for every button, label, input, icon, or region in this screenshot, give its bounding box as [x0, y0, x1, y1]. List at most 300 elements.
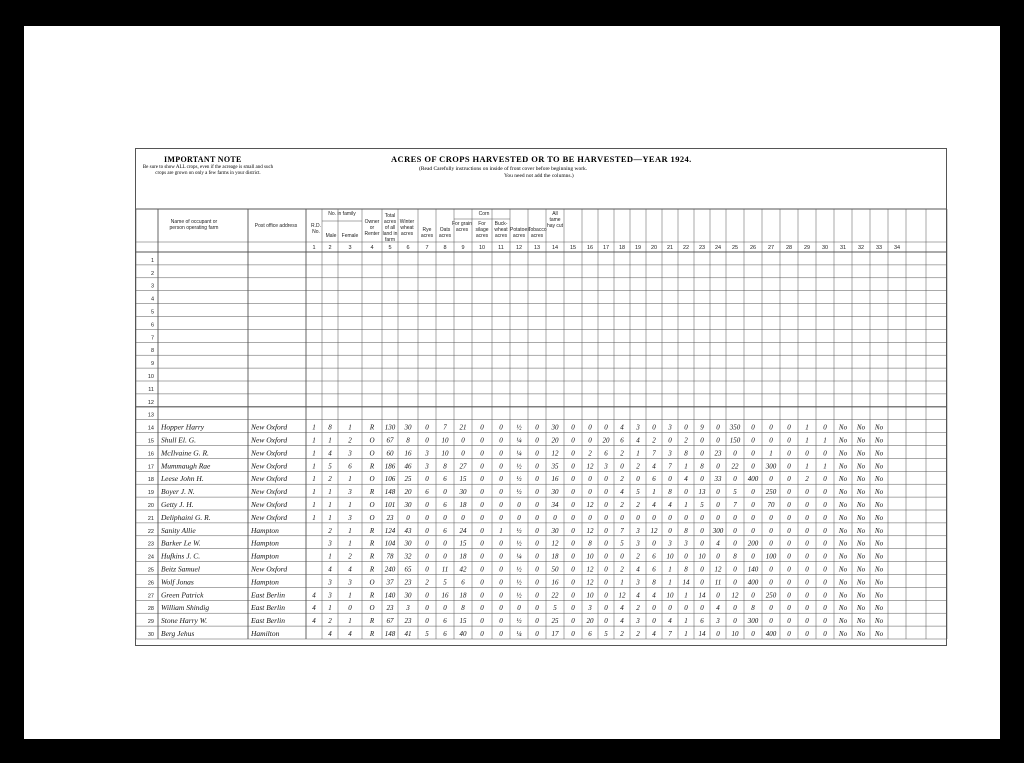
- cell-value: 3: [588, 604, 592, 613]
- cell-value: 0: [535, 513, 539, 522]
- cell-value: 8: [684, 565, 688, 574]
- postoffice-value: New Oxford: [251, 564, 288, 574]
- cell-value: 0: [733, 565, 737, 574]
- cell-value: 200: [747, 539, 759, 548]
- cell-value: 0: [425, 501, 429, 509]
- cell-value: 0: [636, 513, 640, 522]
- cell-value: 4: [328, 565, 332, 574]
- cell-value: 0: [716, 591, 720, 600]
- cell-value: 0: [684, 513, 688, 522]
- postoffice-value: New Oxford: [251, 500, 288, 509]
- column-number: 31: [839, 245, 847, 251]
- cell-value: 0: [461, 436, 465, 445]
- occupant-name: McIlvaine G. R.: [161, 448, 209, 458]
- postoffice-value: East Berlin: [251, 590, 285, 600]
- cell-value: 4: [652, 630, 656, 638]
- cell-value: 1: [348, 526, 352, 535]
- cell-value: ½: [516, 578, 522, 587]
- cell-value: 6: [652, 565, 656, 574]
- cell-value: 1: [328, 501, 332, 509]
- note-text: Be sure to show ALL crops, even if the acreage is small and such crops are grown on only a few farms in your district.: [142, 165, 274, 176]
- cell-value: 0: [751, 436, 755, 445]
- cell-value: 3: [668, 423, 672, 432]
- cell-value: 12: [731, 591, 739, 600]
- cell-value: 14: [682, 578, 690, 587]
- cell-value: 0: [733, 449, 737, 458]
- cell-value: 1: [499, 526, 503, 535]
- cell-value: 0: [652, 423, 656, 432]
- column-number: 30: [821, 245, 829, 251]
- cell-value: 2: [328, 475, 332, 484]
- postoffice-value: New Oxford: [251, 461, 288, 471]
- row-number: 3: [150, 283, 154, 290]
- cell-value: 1: [312, 475, 316, 484]
- cell-value: 0: [535, 488, 539, 497]
- cell-value: No: [856, 449, 866, 458]
- cell-value: 0: [425, 552, 429, 561]
- cell-value: 0: [700, 436, 704, 445]
- cell-value: 0: [604, 604, 608, 613]
- cell-value: 2: [348, 436, 352, 445]
- cell-value: 3: [716, 617, 720, 626]
- cell-value: 0: [499, 475, 503, 484]
- cell-value: 0: [805, 578, 809, 587]
- cell-value: 2: [620, 565, 624, 574]
- cell-value: No: [856, 630, 866, 638]
- cell-value: 1: [312, 449, 316, 458]
- cell-value: 0: [823, 617, 827, 626]
- cell-value: 12: [586, 501, 594, 509]
- cell-value: 18: [459, 501, 467, 509]
- cell-value: 1: [684, 591, 688, 600]
- cell-value: 2: [805, 475, 809, 484]
- cell-value: 20: [551, 436, 559, 445]
- cell-value: 8: [328, 423, 332, 432]
- row-number: 14: [147, 425, 154, 432]
- cell-value: 0: [787, 475, 791, 484]
- cell-value: No: [874, 423, 884, 432]
- cell-value: 4: [668, 501, 672, 509]
- cell-value: 4: [328, 630, 332, 638]
- cell-value: 400: [747, 475, 759, 484]
- cell-value: 0: [805, 565, 809, 574]
- cell-value: 6: [588, 630, 592, 638]
- cell-value: 34: [551, 501, 559, 509]
- cell-value: 0: [499, 539, 503, 548]
- cell-value: 5: [733, 488, 737, 497]
- cell-value: 6: [620, 436, 624, 445]
- cell-value: ½: [516, 565, 522, 574]
- cell-value: 0: [700, 578, 704, 587]
- cell-value: 22: [551, 591, 559, 600]
- cell-value: 148: [384, 630, 396, 638]
- postoffice-value: East Berlin: [251, 616, 285, 626]
- cell-value: 4: [652, 501, 656, 509]
- cell-value: 0: [571, 630, 575, 638]
- cell-value: 0: [535, 423, 539, 432]
- occupant-name: Mummaugh Rae: [161, 461, 211, 471]
- cell-value: 30: [404, 539, 412, 548]
- column-number: 15: [569, 245, 577, 251]
- cell-value: 0: [604, 501, 608, 509]
- cell-value: 0: [499, 488, 503, 497]
- cell-value: 0: [535, 436, 539, 445]
- cell-value: 0: [535, 591, 539, 600]
- cell-value: No: [874, 501, 884, 509]
- cell-value: No: [874, 513, 884, 522]
- cell-value: No: [838, 591, 848, 600]
- cell-value: 130: [384, 423, 396, 432]
- cell-value: 0: [480, 513, 484, 522]
- cell-value: 0: [535, 630, 539, 638]
- cell-value: 0: [684, 423, 688, 432]
- cell-value: 12: [618, 591, 626, 600]
- cell-value: 0: [652, 513, 656, 522]
- cell-value: 0: [787, 501, 791, 509]
- row-number: 4: [150, 296, 154, 303]
- cell-value: 8: [443, 462, 447, 471]
- cell-value: 0: [805, 501, 809, 509]
- cell-value: 1: [684, 630, 688, 638]
- cell-value: 0: [733, 604, 737, 613]
- cell-value: 0: [499, 630, 503, 638]
- column-number: 1: [312, 245, 316, 251]
- cell-value: 0: [443, 552, 447, 561]
- cell-value: 24: [459, 526, 467, 535]
- postoffice-value: Hampton: [251, 577, 279, 587]
- cell-value: R: [369, 630, 375, 638]
- cell-value: ½: [516, 591, 522, 600]
- cell-value: 1: [684, 617, 688, 626]
- cell-value: 0: [535, 449, 539, 458]
- cell-value: 1: [348, 539, 352, 548]
- cell-value: 1: [823, 462, 827, 471]
- cell-value: 30: [404, 501, 412, 509]
- cell-value: 21: [459, 423, 467, 432]
- cell-value: 0: [535, 604, 539, 613]
- cell-value: 15: [459, 475, 467, 484]
- cell-value: 0: [787, 617, 791, 626]
- cell-value: 65: [404, 565, 412, 574]
- cell-value: 0: [751, 488, 755, 497]
- cell-value: No: [838, 449, 848, 458]
- cell-value: No: [874, 604, 884, 613]
- cell-value: 30: [551, 488, 559, 497]
- cell-value: 0: [604, 565, 608, 574]
- row-number: 13: [147, 412, 154, 419]
- cell-value: O: [369, 449, 375, 458]
- cell-value: 0: [499, 591, 503, 600]
- cell-value: 18: [459, 591, 467, 600]
- cell-value: 0: [425, 526, 429, 535]
- cell-value: 6: [443, 475, 447, 484]
- cell-value: 15: [459, 539, 467, 548]
- cell-value: 0: [425, 539, 429, 548]
- cell-value: 78: [386, 552, 394, 561]
- cell-value: 0: [588, 488, 592, 497]
- cell-value: 0: [751, 423, 755, 432]
- cell-value: No: [856, 475, 866, 484]
- cell-value: 0: [751, 501, 755, 509]
- column-number: 9: [461, 245, 465, 251]
- header-male: Male: [325, 233, 337, 239]
- row-number: 27: [147, 593, 154, 600]
- cell-value: 0: [733, 475, 737, 484]
- cell-value: O: [369, 513, 375, 522]
- cell-value: No: [856, 462, 866, 471]
- cell-value: 0: [700, 604, 704, 613]
- cell-value: 8: [461, 604, 465, 613]
- row-number: 18: [147, 477, 154, 484]
- cell-value: 2: [620, 501, 624, 509]
- cell-value: 0: [571, 436, 575, 445]
- cell-value: No: [856, 617, 866, 626]
- cell-value: 0: [700, 526, 704, 535]
- cell-value: 8: [733, 552, 737, 561]
- cell-value: 1: [805, 462, 809, 471]
- cell-value: 12: [586, 462, 594, 471]
- cell-value: 0: [716, 513, 720, 522]
- cell-value: 23: [714, 449, 722, 458]
- cell-value: 8: [406, 436, 410, 445]
- cell-value: R: [369, 526, 375, 535]
- cell-value: 0: [480, 630, 484, 638]
- header-family: No. in family: [328, 211, 356, 217]
- cell-value: 8: [684, 449, 688, 458]
- cell-value: 27: [459, 462, 467, 471]
- cell-value: 300: [765, 462, 777, 471]
- cell-value: 0: [425, 436, 429, 445]
- cell-value: 0: [769, 423, 773, 432]
- header-hay: All tame hay cut: [546, 211, 564, 229]
- cell-value: No: [874, 630, 884, 638]
- cell-value: 25: [404, 475, 412, 484]
- row-number: 6: [150, 322, 154, 329]
- cell-value: 0: [787, 565, 791, 574]
- cell-value: 67: [386, 617, 394, 626]
- cell-value: 0: [823, 488, 827, 497]
- row-number: 2: [150, 270, 154, 277]
- cell-value: 6: [652, 552, 656, 561]
- cell-value: 1: [684, 462, 688, 471]
- cell-value: 0: [668, 475, 672, 484]
- cell-value: 104: [384, 539, 396, 548]
- cell-value: 0: [668, 526, 672, 535]
- cell-value: 0: [620, 462, 624, 471]
- cell-value: 16: [551, 578, 559, 587]
- cell-value: 4: [348, 630, 352, 638]
- cell-value: 0: [652, 604, 656, 613]
- row-number: 17: [147, 464, 154, 471]
- cell-value: 0: [805, 488, 809, 497]
- column-number: 8: [443, 245, 447, 251]
- cell-value: 0: [716, 423, 720, 432]
- cell-value: 0: [425, 591, 429, 600]
- cell-value: 0: [499, 449, 503, 458]
- cell-value: 0: [604, 591, 608, 600]
- cell-value: 4: [636, 436, 640, 445]
- cell-value: 1: [312, 436, 316, 445]
- cell-value: 0: [787, 488, 791, 497]
- cell-value: 0: [620, 552, 624, 561]
- cell-value: ½: [516, 462, 522, 471]
- cell-value: 0: [517, 501, 521, 509]
- cell-value: 41: [404, 630, 412, 638]
- cell-value: No: [856, 526, 866, 535]
- cell-value: 7: [668, 630, 672, 638]
- cell-value: 4: [312, 604, 316, 613]
- column-number: 24: [714, 245, 722, 251]
- postoffice-value: East Berlin: [251, 603, 285, 613]
- column-number: 23: [698, 245, 706, 251]
- cell-value: No: [874, 578, 884, 587]
- cell-value: 1: [312, 501, 316, 509]
- cell-value: No: [838, 565, 848, 574]
- cell-value: 0: [535, 462, 539, 471]
- cell-value: 6: [425, 488, 429, 497]
- cell-value: 6: [443, 501, 447, 509]
- cell-value: 0: [480, 617, 484, 626]
- cell-value: 0: [751, 526, 755, 535]
- cell-value: 0: [499, 501, 503, 509]
- column-number: 6: [406, 245, 410, 251]
- cell-value: 0: [805, 539, 809, 548]
- cell-value: 3: [348, 488, 352, 497]
- cell-value: 12: [714, 565, 722, 574]
- cell-value: 0: [571, 475, 575, 484]
- cell-value: 0: [769, 513, 773, 522]
- cell-value: 1: [652, 488, 656, 497]
- cell-value: 8: [588, 539, 592, 548]
- cell-value: 0: [805, 513, 809, 522]
- cell-value: 12: [586, 565, 594, 574]
- cell-value: No: [856, 488, 866, 497]
- cell-value: 101: [384, 501, 396, 509]
- cell-value: 0: [636, 475, 640, 484]
- cell-value: 0: [805, 604, 809, 613]
- cell-value: 0: [406, 513, 410, 522]
- cell-value: 4: [716, 604, 720, 613]
- cell-value: 0: [535, 501, 539, 509]
- cell-value: 1: [348, 475, 352, 484]
- cell-value: 10: [441, 436, 449, 445]
- form-subtitle-2: You need not add the columns.): [504, 173, 574, 179]
- cell-value: 30: [551, 423, 559, 432]
- cell-value: 10: [586, 591, 594, 600]
- postoffice-value: Hamilton: [251, 629, 280, 638]
- cell-value: ½: [516, 539, 522, 548]
- cell-value: 0: [823, 630, 827, 638]
- cell-value: 46: [404, 462, 412, 471]
- cell-value: 18: [551, 552, 559, 561]
- cell-value: 0: [461, 513, 465, 522]
- cell-value: 0: [535, 578, 539, 587]
- cell-value: No: [874, 617, 884, 626]
- occupant-name: Beitz Samuel: [161, 564, 200, 574]
- cell-value: No: [874, 462, 884, 471]
- cell-value: 0: [499, 462, 503, 471]
- row-number: 19: [147, 490, 154, 497]
- cell-value: 0: [823, 449, 827, 458]
- cell-value: 3: [348, 449, 352, 458]
- cell-value: 0: [716, 488, 720, 497]
- cell-value: 0: [716, 501, 720, 509]
- cell-value: 400: [747, 578, 759, 587]
- column-number: 5: [388, 245, 392, 251]
- cell-value: 0: [425, 423, 429, 432]
- postoffice-value: Hampton: [251, 525, 279, 535]
- occupant-name: Hufkins J. C.: [161, 551, 201, 561]
- cell-value: 0: [480, 526, 484, 535]
- cell-value: 6: [443, 617, 447, 626]
- cell-value: No: [838, 552, 848, 561]
- cell-value: 43: [404, 526, 412, 535]
- postoffice-value: New Oxford: [251, 512, 288, 522]
- column-number: 34: [893, 245, 901, 251]
- cell-value: O: [369, 501, 375, 509]
- cell-value: 6: [461, 578, 465, 587]
- cell-value: 0: [787, 436, 791, 445]
- cell-value: No: [856, 552, 866, 561]
- cell-value: 0: [425, 475, 429, 484]
- cell-value: 2: [636, 462, 640, 471]
- row-number: 7: [150, 335, 154, 342]
- cell-value: ¼: [516, 436, 522, 445]
- cell-value: 0: [823, 501, 827, 509]
- cell-value: 3: [636, 617, 640, 626]
- cell-value: 2: [620, 475, 624, 484]
- header-rye: Rye acres: [420, 227, 434, 239]
- cell-value: 0: [668, 436, 672, 445]
- cell-value: 0: [588, 475, 592, 484]
- cell-value: 148: [384, 488, 396, 497]
- cell-value: 0: [571, 578, 575, 587]
- cell-value: 4: [620, 488, 624, 497]
- cell-value: 4: [636, 591, 640, 600]
- cell-value: R: [369, 591, 375, 600]
- column-number: 10: [478, 245, 486, 251]
- cell-value: 11: [714, 578, 722, 587]
- cell-value: 2: [328, 617, 332, 626]
- scanned-page: [24, 26, 1000, 739]
- occupant-name: Stone Harry W.: [161, 616, 208, 626]
- cell-value: 0: [769, 436, 773, 445]
- cell-value: 30: [404, 591, 412, 600]
- cell-value: 0: [604, 423, 608, 432]
- cell-value: 0: [805, 591, 809, 600]
- cell-value: 7: [620, 526, 624, 535]
- cell-value: 10: [731, 630, 739, 638]
- postoffice-value: Hampton: [251, 551, 279, 561]
- cell-value: 1: [328, 604, 332, 613]
- cell-value: 0: [348, 604, 352, 613]
- cell-value: ½: [516, 526, 522, 535]
- row-number: 26: [147, 580, 154, 587]
- cell-value: 0: [499, 513, 503, 522]
- cell-value: R: [369, 462, 375, 471]
- postoffice-value: New Oxford: [251, 435, 288, 445]
- cell-value: 0: [769, 539, 773, 548]
- cell-value: 9: [700, 423, 704, 432]
- cell-value: 0: [787, 526, 791, 535]
- cell-value: 0: [823, 565, 827, 574]
- cell-value: ½: [516, 488, 522, 497]
- cell-value: 7: [443, 423, 447, 432]
- postoffice-value: New Oxford: [251, 422, 288, 432]
- cell-value: 0: [733, 513, 737, 522]
- cell-value: No: [838, 617, 848, 626]
- postoffice-value: Hampton: [251, 538, 279, 548]
